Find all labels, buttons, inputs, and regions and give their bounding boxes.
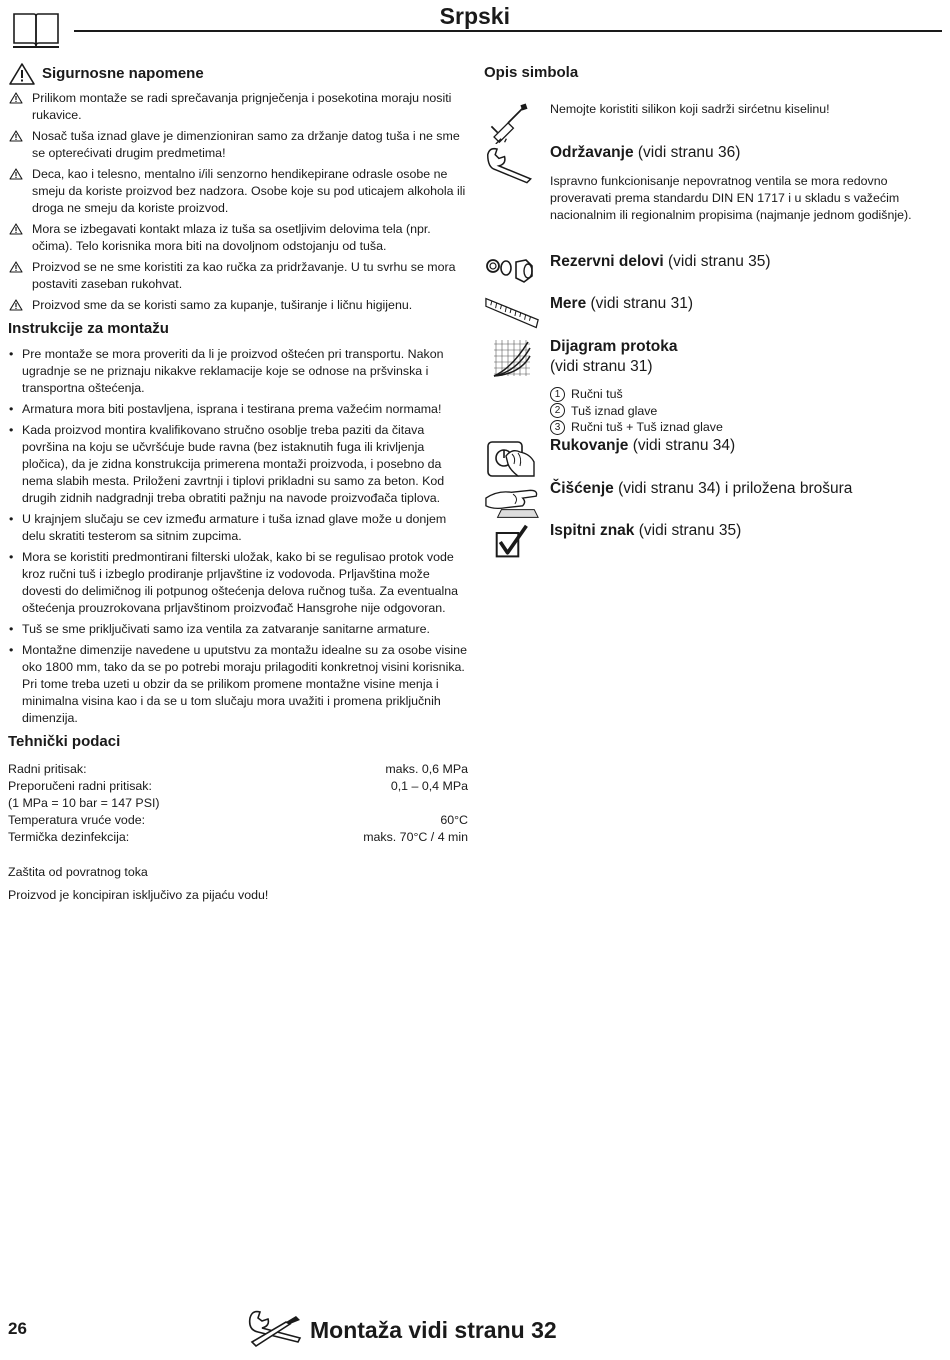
dimensions-ref: (vidi stranu 31) [586,295,694,312]
dimensions-label: Mere [550,295,587,312]
footer-title: Montaža vidi stranu 32 [310,1317,557,1343]
install-item: • Mora se koristiti predmontirani filterski uložak, kako bi se regulisao protok vode kroz ručni tuš i izbeglo prodiranje prljavštine iz vodovoda. Prljavština može dovesti do delimičnog ili potpunog oštećenja delova ručnog tuša. Za eventualna oštećenja prouzrokovana prljavštinom proizvođač Hansgrohe nije odgovoran. [8,549,468,617]
safety-item [8,166,468,217]
drinking-water-note: Proizvod je koncipiran isključivo za pijaću vodu! [8,888,269,902]
warning-icon [9,223,23,235]
test-mark-ref: (vidi stranu 35) [634,522,742,539]
safety-item-text: Proizvod se ne sme koristiti za kao ručka za pridržavanje. U tu svrhu se mora postaviti zaseban rukohvat. [32,260,456,291]
backflow-note: Zaštita od povratnog toka [8,865,148,879]
handling-ref: (vidi stranu 34) [628,437,736,454]
maintenance-ref: (vidi stranu 36) [633,144,741,161]
warning-icon [9,130,23,142]
safety-item-text: Prilikom montaže se radi sprečavanja prignječenja i posekotina moraju nositi rukavice. [32,91,452,122]
safety-item-text: Deca, kao i telesno, mentalno i/ili senzorno hendikepirane odrasle osobe ne smeju da koriste proizvod bez nadzora. Osobe koje su pod uticajem alkohola ili droga ne smeju da koriste proizvod. [32,167,466,215]
safety-item-text: Proizvod sme da se koristi samo za kupanje, tuširanje i ličnu higijenu. [32,298,413,312]
dimensions-heading [550,294,934,314]
safety-item-text: Nosač tuša iznad glave je dimenzioniran samo za držanje datog tuša i ne sme se opterećivati drugim predmetima! [32,129,460,160]
flow-diagram-icon [492,338,532,378]
safety-item [8,297,468,314]
flow-legend-label: Ručni tuš [571,387,623,401]
safety-heading [8,62,468,86]
ruler-icon [484,294,542,334]
spare-parts-label: Rezervni delovi [550,253,664,270]
left-column [8,62,468,904]
spec-value: 0,1 – 0,4 MPa [390,779,468,793]
flow-label: Dijagram protoka [550,338,678,355]
safety-item [8,128,468,162]
spec-label: Termička dezinfekcija: [8,830,130,844]
install-item: • Tuš se sme priključivati samo iza ventila za zatvaranje sanitarne armature. [8,621,468,638]
install-list [8,346,468,727]
warning-icon [9,168,23,180]
tools-icon [246,1308,304,1348]
spare-parts-ref: (vidi stranu 35) [663,253,771,270]
header-rule [74,30,942,32]
test-mark-heading [550,521,934,541]
maintenance-heading [550,143,934,163]
test-mark-label: Ispitni znak [550,522,635,539]
flow-legend-label: Tuš iznad glave [571,403,658,418]
install-title: Instrukcije za montažu [8,320,169,337]
safety-list [8,90,468,314]
checkmark-box-icon [494,524,530,560]
spec-row [8,829,468,846]
flow-heading [550,337,934,377]
warning-icon [8,62,36,86]
handling-label: Rukovanje [550,437,629,454]
book-icon [12,10,60,50]
number-badge: 3 [550,420,565,435]
spec-label: Radni pritisak: [8,762,87,776]
safety-item-text: Mora se izbegavati kontakt mlaza iz tuša sa osetljivim delovima tela (npr. očima). Telo korisnika mora biti na dovoljnom odstojanju od tuša. [32,222,431,253]
install-item: • Armatura mora biti postavljena, isprana i testirana prema važećim normama! [8,401,468,418]
spare-parts-heading [550,252,934,272]
tech-specs [8,761,468,846]
handling-heading [550,436,934,456]
cleaning-hand-icon [484,480,542,520]
number-badge: 2 [550,403,565,418]
cleaning-heading [550,479,934,499]
spec-row [8,778,468,795]
spare-parts-icon [484,254,540,288]
spec-label: Preporučeni radni pritisak: [8,779,152,793]
flow-legend-item [550,419,934,436]
spec-value: maks. 70°C / 4 min [363,830,468,844]
spec-label: Temperatura vruće vode: [8,813,146,827]
spec-label: (1 MPa = 10 bar = 147 PSI) [8,796,160,810]
number-badge: 1 [550,387,565,402]
cleaning-ref: (vidi stranu 34) i priložena brošura [613,480,853,497]
right-column [484,62,934,539]
spec-row [8,761,468,778]
flow-ref: (vidi stranu 31) [550,358,653,375]
page-title: Srpski [439,3,510,29]
safety-item [8,90,468,124]
maintenance-label: Održavanje [550,144,634,161]
flow-legend-label: Ručni tuš + Tuš iznad glave [571,420,723,434]
safety-item [8,259,468,293]
page-number: 26 [8,1319,27,1338]
spec-row [8,795,468,812]
spec-row [8,812,468,829]
flow-legend-item [550,403,934,420]
cleaning-label: Čišćenje [550,480,614,497]
install-item: • Montažne dimenzije navedene u uputstvu za montažu idealne su za osobe visine oko 1800 mm, tako da se po potrebi moraju prilagoditi konkretnoj visini korisnika. Pri tome treba uzeti u obzir da se prilikom promene montažne visine menja i minimalna visina kao i da se u tom slučaju mora uvažiti i promena priključnih dimenzija. [8,642,468,727]
warning-icon [9,299,23,311]
warning-icon [9,92,23,104]
symbols-title: Opis simbola [484,64,579,81]
maintenance-text: Ispravno funkcionisanje nepovratnog ventila se mora redovno proveravati prema standardu DIN EN 1717 i u skladu s važećim nacionalnim ili regionalnim propisima (najmanje jednom godišnje). [550,174,912,222]
flow-legend [550,386,934,436]
install-item: • U krajnjem slučaju se cev između armature i tuša iznad glave može u donjem delu skratiti testerom sa sitnim zupcima. [8,511,468,545]
spec-value: 60°C [440,813,468,827]
flow-legend-item [550,386,934,403]
silicone-gun-icon [484,100,534,144]
safety-item [8,221,468,255]
handling-icon [484,436,540,480]
silicone-text: Nemojte koristiti silikon koji sadrži sirćetnu kiselinu! [550,102,830,116]
install-item: • Pre montaže se mora proveriti da li je proizvod oštećen pri transportu. Nakon ugradnje se ne priznaju nikakve reklamacije koje se odnose na pršvinska i transportna oštećenja. [8,346,468,397]
tech-title: Tehnički podaci [8,733,121,750]
install-item: • Kada proizvod montira kvalifikovano stručno osoblje treba paziti da čitava površina na koju se učvršćuje bude ravna (bez istaknutih fuga ili krivljenja pločica), da je zidna konstrukcija primerena montaži proizvoda, i posebno da nema slabih mesta. Priloženi zavrtnji i tiplovi prikladni su samo za beton. Kod drugih zidnih nadgradnji treba obratiti pažnju na navode proizvođača tiplova. [8,422,468,507]
spec-value: maks. 0,6 MPa [385,762,468,776]
warning-icon [9,261,23,273]
wrench-icon [484,144,540,184]
safety-title: Sigurnosne napomene [42,65,204,82]
